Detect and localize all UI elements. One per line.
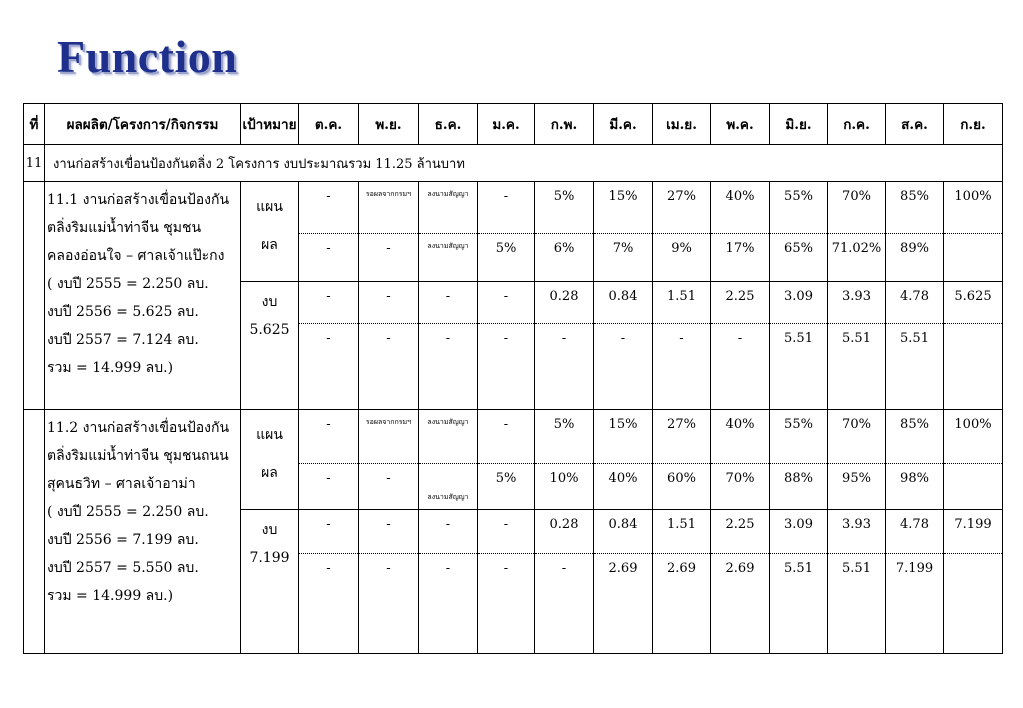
result-value: 40% — [594, 464, 653, 510]
plan-value: 100% — [944, 410, 1003, 464]
column-header: เป้าหมาย — [241, 104, 299, 145]
budget-result-value: 7.199 — [886, 554, 944, 654]
result-value: 88% — [770, 464, 828, 510]
result-value: - — [299, 464, 359, 510]
budget-result-value: - — [535, 324, 594, 410]
budget-value: 7.199 — [249, 550, 290, 566]
description-line: คลองอ่อนใจ – ศาลเจ้าแป๊ะกง — [47, 248, 225, 264]
budget-plan-value: - — [478, 282, 535, 324]
budget-result-value — [944, 554, 1003, 654]
budget-result-value: 2.69 — [711, 554, 770, 654]
budget-result-value: - — [359, 554, 419, 654]
description-line: รวม = 14.999 ลบ.) — [47, 360, 174, 376]
plan-value: ลงนามสัญญา — [419, 182, 478, 234]
column-header: ที่ — [24, 104, 45, 145]
plan-row — [24, 410, 1003, 464]
budget-result-value: - — [299, 554, 359, 654]
description-line: ตลิ่งริมแม่น้ำท่าจีน ชุมชน — [47, 220, 202, 236]
plan-label: แผน — [256, 199, 283, 215]
budget-plan-value: - — [299, 510, 359, 554]
budget-plan-value: 3.93 — [828, 282, 886, 324]
budget-label: งบ — [261, 294, 278, 310]
budget-result-value: - — [299, 324, 359, 410]
budget-plan-value: 0.28 — [535, 510, 594, 554]
plan-value: 5% — [535, 410, 594, 464]
budget-plan-value: 0.84 — [594, 282, 653, 324]
target-plan-result — [241, 410, 299, 510]
budget-result-value: 2.69 — [594, 554, 653, 654]
result-value: 65% — [770, 234, 828, 282]
budget-result-value: - — [594, 324, 653, 410]
budget-plan-value: 1.51 — [653, 510, 711, 554]
budget-result-value: - — [419, 324, 478, 410]
budget-result-value: 5.51 — [828, 324, 886, 410]
description-line: สุคนธวิท – ศาลเจ้าอาม่า — [47, 476, 196, 492]
column-header: มี.ค. — [594, 104, 653, 145]
budget-plan-value: 4.78 — [886, 510, 944, 554]
budget-plan-value: - — [359, 510, 419, 554]
column-header: ก.พ. — [535, 104, 594, 145]
target-budget — [241, 282, 299, 410]
result-value: 89% — [886, 234, 944, 282]
target-budget — [241, 510, 299, 654]
budget-result-value: 2.69 — [653, 554, 711, 654]
result-value — [944, 464, 1003, 510]
plan-value: 15% — [594, 410, 653, 464]
plan-value: 5% — [535, 182, 594, 234]
result-value: ลงนามสัญญา — [419, 464, 478, 510]
budget-plan-value: 0.84 — [594, 510, 653, 554]
group-number: 11 — [24, 145, 45, 182]
result-value: 5% — [478, 234, 535, 282]
column-header: พ.ย. — [359, 104, 419, 145]
plan-value: 85% — [886, 410, 944, 464]
result-value: 10% — [535, 464, 594, 510]
result-label: ผล — [261, 237, 278, 253]
description-line: รวม = 14.999 ลบ.) — [47, 588, 174, 604]
plan-value: ลงนามสัญญา — [419, 410, 478, 464]
description-line: งบปี 2556 = 7.199 ลบ. — [47, 532, 199, 548]
schedule-table — [23, 103, 1003, 654]
plan-value: รอผลจากกรมฯ — [359, 410, 419, 464]
column-header: ก.ค. — [828, 104, 886, 145]
budget-result-value — [944, 324, 1003, 410]
plan-value: - — [299, 182, 359, 234]
plan-value: 40% — [711, 410, 770, 464]
result-value: 9% — [653, 234, 711, 282]
budget-plan-value: - — [419, 510, 478, 554]
budget-result-value: - — [711, 324, 770, 410]
budget-result-value: - — [478, 554, 535, 654]
plan-value: 15% — [594, 182, 653, 234]
budget-result-value: 5.51 — [828, 554, 886, 654]
result-value: 71.02% — [828, 234, 886, 282]
plan-row — [24, 182, 1003, 234]
column-header: ผลผลิต/โครงการ/กิจกรรม — [45, 104, 241, 145]
item-number-cell — [24, 182, 45, 410]
result-value: ลงนามสัญญา — [419, 234, 478, 282]
budget-plan-value: 7.199 — [944, 510, 1003, 554]
budget-result-value: - — [653, 324, 711, 410]
column-header: ม.ค. — [478, 104, 535, 145]
budget-result-value: - — [419, 554, 478, 654]
budget-plan-value: 5.625 — [944, 282, 1003, 324]
column-header: ธ.ค. — [419, 104, 478, 145]
budget-result-value: - — [535, 554, 594, 654]
result-value: 6% — [535, 234, 594, 282]
description-line: งบปี 2557 = 7.124 ลบ. — [47, 332, 199, 348]
page-title: Function — [57, 31, 238, 82]
budget-plan-value: - — [359, 282, 419, 324]
plan-value: - — [478, 410, 535, 464]
plan-value: - — [299, 410, 359, 464]
budget-plan-value: 1.51 — [653, 282, 711, 324]
plan-value: 27% — [653, 182, 711, 234]
result-value: - — [299, 234, 359, 282]
description-line: 11.2 งานก่อสร้างเขื่อนป้องกัน — [47, 420, 230, 436]
budget-result-value: - — [359, 324, 419, 410]
item-number-cell — [24, 410, 45, 654]
budget-plan-value: - — [478, 510, 535, 554]
plan-value: 70% — [828, 182, 886, 234]
plan-value: 55% — [770, 410, 828, 464]
result-value: 5% — [478, 464, 535, 510]
plan-value: รอผลจากกรมฯ — [359, 182, 419, 234]
budget-plan-value: - — [419, 282, 478, 324]
description-line: งบปี 2556 = 5.625 ลบ. — [47, 304, 199, 320]
plan-value: 100% — [944, 182, 1003, 234]
plan-value: 85% — [886, 182, 944, 234]
budget-plan-value: 3.93 — [828, 510, 886, 554]
budget-result-value: - — [478, 324, 535, 410]
result-value: 60% — [653, 464, 711, 510]
budget-result-value: 5.51 — [886, 324, 944, 410]
budget-plan-value: 3.09 — [770, 510, 828, 554]
budget-plan-value: 2.25 — [711, 282, 770, 324]
budget-result-value: 5.51 — [770, 324, 828, 410]
budget-plan-value: 0.28 — [535, 282, 594, 324]
target-plan-result — [241, 182, 299, 282]
result-value: - — [359, 464, 419, 510]
column-header: พ.ค. — [711, 104, 770, 145]
budget-plan-value: - — [299, 282, 359, 324]
column-header: เม.ย. — [653, 104, 711, 145]
result-label: ผล — [261, 465, 278, 481]
plan-value: 40% — [711, 182, 770, 234]
result-value: 17% — [711, 234, 770, 282]
item-description — [45, 182, 241, 410]
plan-value: - — [478, 182, 535, 234]
plan-label: แผน — [256, 427, 283, 443]
column-header: มิ.ย. — [770, 104, 828, 145]
description-line: 11.1 งานก่อสร้างเขื่อนป้องกัน — [47, 192, 230, 208]
plan-value: 27% — [653, 410, 711, 464]
budget-value: 5.625 — [249, 322, 290, 338]
budget-plan-value: 2.25 — [711, 510, 770, 554]
budget-plan-value: 3.09 — [770, 282, 828, 324]
result-value: 98% — [886, 464, 944, 510]
description-line: ( งบปี 2555 = 2.250 ลบ. — [47, 504, 209, 520]
group-summary: งานก่อสร้างเขื่อนป้องกันตลิ่ง 2 โครงการ งบประมาณรวม 11.25 ล้านบาท — [45, 145, 1003, 182]
column-header: ก.ย. — [944, 104, 1003, 145]
budget-plan-value: 4.78 — [886, 282, 944, 324]
description-line: ( งบปี 2555 = 2.250 ลบ. — [47, 276, 209, 292]
plan-value: 70% — [828, 410, 886, 464]
result-value: 95% — [828, 464, 886, 510]
result-value: 7% — [594, 234, 653, 282]
column-header: ต.ค. — [299, 104, 359, 145]
item-description — [45, 410, 241, 654]
description-line: ตลิ่งริมแม่น้ำท่าจีน ชุมชนถนน — [47, 448, 229, 464]
result-value: - — [359, 234, 419, 282]
result-value — [944, 234, 1003, 282]
description-line: งบปี 2557 = 5.550 ลบ. — [47, 560, 199, 576]
group-row — [24, 145, 1003, 182]
budget-result-value: 5.51 — [770, 554, 828, 654]
header-row — [24, 104, 1003, 145]
result-value: 70% — [711, 464, 770, 510]
column-header: ส.ค. — [886, 104, 944, 145]
budget-label: งบ — [261, 522, 278, 538]
plan-value: 55% — [770, 182, 828, 234]
